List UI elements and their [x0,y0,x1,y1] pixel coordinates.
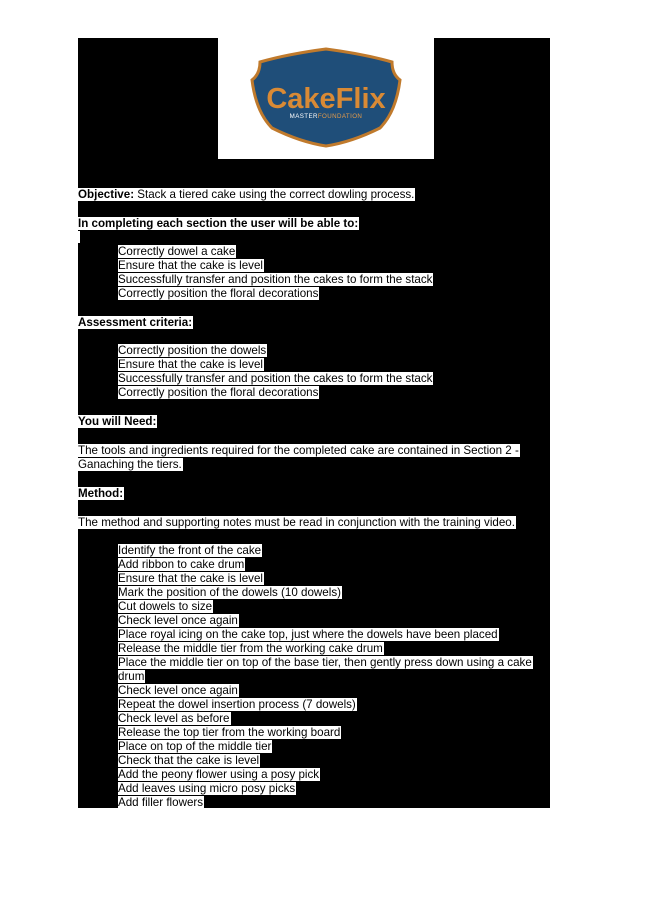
method-step: Place the middle tier on top of the base tier, then gently press down using a cake [118,656,532,669]
method-step: Place royal icing on the cake top, just where the dowels have been placed [118,628,498,641]
assessment-item: Successfully transfer and position the cakes to form the stack [118,372,433,385]
method-step: Identify the front of the cake [118,544,262,557]
need-text-line: The tools and ingredients required for the completed cake are contained in Section 2 - [78,444,519,457]
method-step: Check level once again [118,614,238,627]
method-heading: Method: [78,487,124,500]
method-note: The method and supporting notes must be read in conjunction with the training video. [78,516,515,529]
objective-text: Stack a tiered cake using the correct dowling process. [134,188,415,201]
method-step: Release the top tier from the working board [118,726,341,739]
method-step: Check that the cake is level [118,754,260,767]
method-step: Cut dowels to size [118,600,213,613]
method-step: Mark the position of the dowels (10 dowels) [118,586,341,599]
method-step: Release the middle tier from the working cake drum [118,642,383,655]
method-step: Place on top of the middle tier [118,740,272,753]
assessment-heading: Assessment criteria: [78,316,193,329]
objective-label: Objective: [78,188,135,201]
outcome-item: Correctly position the floral decorations [118,287,319,300]
logo-brand: CakeFlix [266,83,386,115]
method-step: Add leaves using micro posy picks [118,782,296,795]
method-step: Repeat the dowel insertion process (7 dowels) [118,698,356,711]
cakeflix-logo [218,38,434,159]
assessment-item: Correctly position the dowels [118,344,267,357]
method-step: Add the peony flower using a posy pick [118,768,320,781]
outcome-item: Correctly dowel a cake [118,245,236,258]
line-gap-mark [78,231,80,243]
need-text-line: Ganaching the tiers. [78,458,182,471]
outcome-item: Ensure that the cake is level [118,259,264,272]
objective-line [78,188,415,201]
assessment-item: Ensure that the cake is level [118,358,264,371]
logo-panel [218,38,434,159]
method-step: Add filler flowers [118,796,204,809]
section-intro: In completing each section the user will be able to: [78,217,359,230]
method-step: Check level once again [118,684,238,697]
method-step: Add ribbon to cake drum [118,558,245,571]
assessment-item: Correctly position the floral decorations [118,386,319,399]
method-step: Ensure that the cake is level [118,572,264,585]
method-step: Check level as before [118,712,230,725]
method-step-continued: drum [118,670,145,683]
outcome-item: Successfully transfer and position the cakes to form the stack [118,273,433,286]
logo-subtitle: MASTERFOUNDATION [289,113,363,120]
need-heading: You will Need: [78,415,157,428]
